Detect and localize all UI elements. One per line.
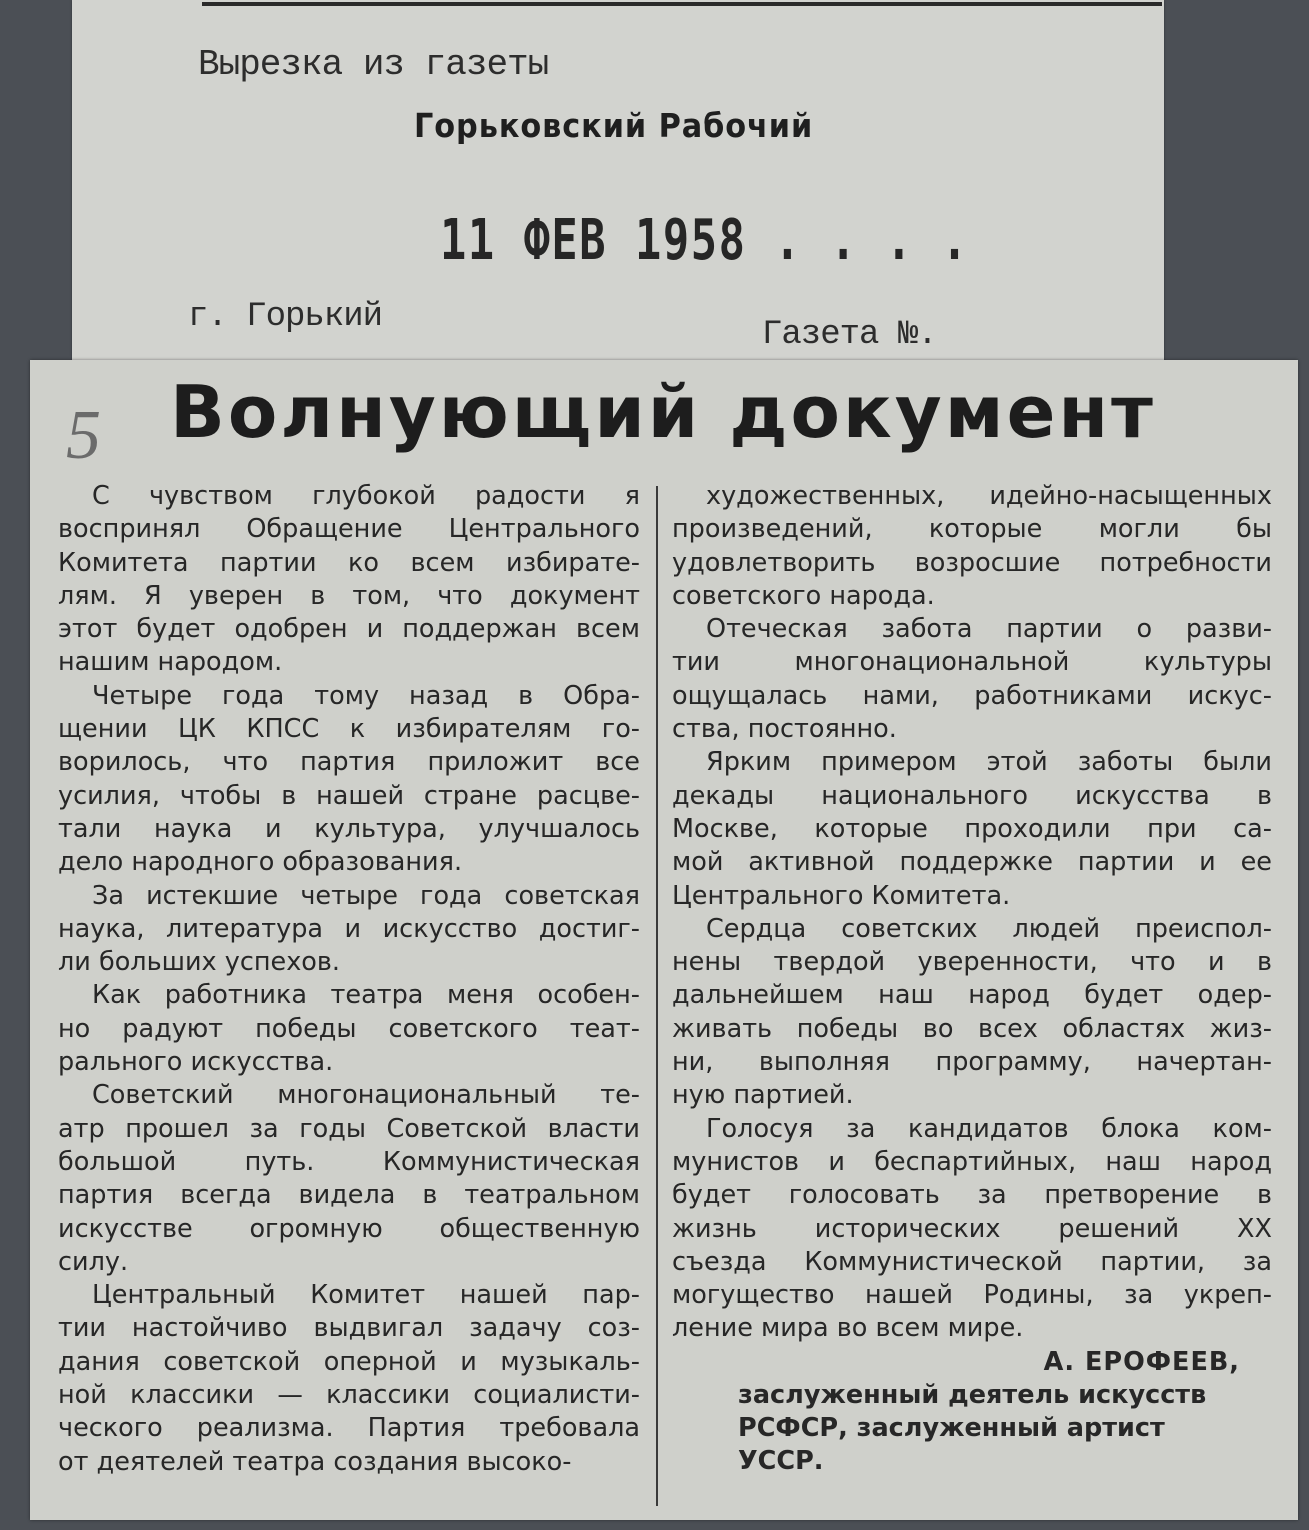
- text-line: нашим народом.: [58, 647, 283, 678]
- right-paragraphs: [672, 480, 1272, 1346]
- text-line: С чувством глубокой радости я: [92, 481, 640, 511]
- text-line: Сердца советских людей преиспол-: [706, 913, 1272, 944]
- paragraph: [672, 1113, 1272, 1346]
- author-credentials: [672, 1379, 1272, 1478]
- gazeta-number-label: Газета №.: [762, 316, 937, 354]
- text-line: будет голосовать за претворение в: [672, 1180, 1272, 1211]
- left-column: [58, 480, 640, 1479]
- paragraph: [58, 480, 640, 680]
- text-line: произведений, которые могли бы: [672, 514, 1272, 545]
- text-line: дело народного образования.: [58, 847, 463, 878]
- text-line: тии многонациональной культуры: [672, 647, 1272, 678]
- text-line: ление мира во всем мире.: [672, 1313, 1024, 1344]
- text-line: ной классики — классики социалисти-: [58, 1380, 640, 1411]
- text-line: воспринял Обращение Центрального: [58, 514, 640, 545]
- text-line: дальнейшем наш народ будет одер-: [672, 980, 1272, 1011]
- text-line: щении ЦК КПСС к избирателям го-: [58, 714, 640, 745]
- text-line: усилия, чтобы в нашей стране расцве-: [58, 780, 640, 811]
- text-line: художественных, идейно-насыщенных: [706, 481, 1272, 511]
- newspaper-name: Горьковский Рабочий: [414, 106, 814, 145]
- text-line: советского народа.: [672, 580, 935, 611]
- text-line: лям. Я уверен в том, что документ: [58, 580, 640, 611]
- credential-line: заслуженный деятель искусств: [738, 1380, 1207, 1411]
- text-line: ощущалась нами, работниками искус-: [672, 680, 1272, 711]
- date-stamp: 11 ФЕВ 1958 . . . .: [440, 208, 970, 273]
- paragraph: [672, 913, 1272, 1113]
- text-line: Отеческая забота партии о разви-: [706, 614, 1272, 645]
- text-line: мой активной поддержке партии и ее: [672, 847, 1272, 878]
- text-line: мунистов и беспартийных, наш народ: [672, 1146, 1272, 1177]
- paragraph: [672, 613, 1272, 746]
- text-line: жизнь исторических решений XX: [672, 1213, 1272, 1244]
- text-line: большой путь. Коммунистическая: [58, 1146, 640, 1177]
- text-line: декады национального искусства в: [672, 780, 1272, 811]
- text-line: но радуют победы советского теат-: [58, 1013, 640, 1044]
- text-line: Голосуя за кандидатов блока ком-: [706, 1113, 1272, 1144]
- text-line: тали наука и культура, улучшалось: [58, 813, 640, 844]
- paragraph: [58, 1079, 640, 1279]
- text-line: За истекшие четыре года советская: [92, 880, 640, 911]
- text-line: удовлетворить возросшие потребности: [672, 547, 1272, 578]
- article-headline: Волнующий документ: [170, 370, 1156, 454]
- text-line: Центрального Комитета.: [672, 880, 1011, 911]
- text-line: партия всегда видела в театральном: [58, 1180, 640, 1211]
- text-line: ческого реализма. Партия требовала: [58, 1413, 640, 1444]
- text-line: могущество нашей Родины, за укреп-: [672, 1280, 1272, 1311]
- text-line: силу.: [58, 1246, 129, 1277]
- paragraph: [672, 746, 1272, 912]
- credential-line: УССР.: [738, 1446, 824, 1477]
- text-line: тии настойчиво выдвигал задачу соз-: [58, 1313, 640, 1344]
- text-line: атр прошел за годы Советской власти: [58, 1113, 640, 1144]
- text-line: рального искусства.: [58, 1047, 334, 1078]
- text-line: Центральный Комитет нашей пар-: [92, 1280, 640, 1311]
- paragraph: [672, 480, 1272, 613]
- clipping-card: [72, 0, 1164, 368]
- text-line: живать победы во всех областях жиз-: [672, 1013, 1272, 1044]
- text-line: наука, литература и искусство достиг-: [58, 913, 640, 944]
- text-line: ли больших успехов.: [58, 947, 341, 978]
- text-line: ни, выполняя программу, начертан-: [672, 1047, 1272, 1078]
- paragraph: [58, 880, 640, 980]
- paragraph: [58, 1279, 640, 1479]
- margin-mark: 5: [66, 397, 101, 474]
- clipping-label: Вырезка из газеты: [198, 44, 549, 85]
- author-name: А. ЕРОФЕЕВ,: [1043, 1346, 1240, 1377]
- right-column: [672, 480, 1272, 1478]
- text-line: Москве, которые проходили при са-: [672, 813, 1272, 844]
- paragraph: [58, 979, 640, 1079]
- text-line: Ярким примером этой заботы были: [706, 747, 1272, 778]
- article-clipping: [30, 360, 1298, 1520]
- text-line: дания советской оперной и музыкаль-: [58, 1346, 640, 1377]
- text-line: от деятелей театра создания высоко-: [58, 1446, 572, 1477]
- text-line: Советский многонациональный те-: [92, 1080, 640, 1111]
- text-line: Четыре года тому назад в Обра-: [92, 680, 640, 711]
- text-line: съезда Коммунистической партии, за: [672, 1246, 1272, 1277]
- text-line: ства, постоянно.: [672, 714, 897, 745]
- credential-line: РСФСР, заслуженный артист: [738, 1413, 1165, 1444]
- text-line: ворилось, что партия приложит все: [58, 747, 640, 778]
- text-line: Комитета партии ко всем избирате-: [58, 547, 640, 578]
- text-line: нены твердой уверенности, что и в: [672, 947, 1272, 978]
- city-label: г. Горький: [188, 298, 383, 336]
- paragraph: [58, 680, 640, 880]
- card-top-edge: [202, 2, 1162, 6]
- column-rule: [656, 486, 658, 1506]
- text-line: искусстве огромную общественную: [58, 1213, 640, 1244]
- text-line: ную партией.: [672, 1080, 854, 1111]
- text-line: Как работника театра меня особен-: [92, 980, 640, 1011]
- text-line: этот будет одобрен и поддержан всем: [58, 614, 640, 645]
